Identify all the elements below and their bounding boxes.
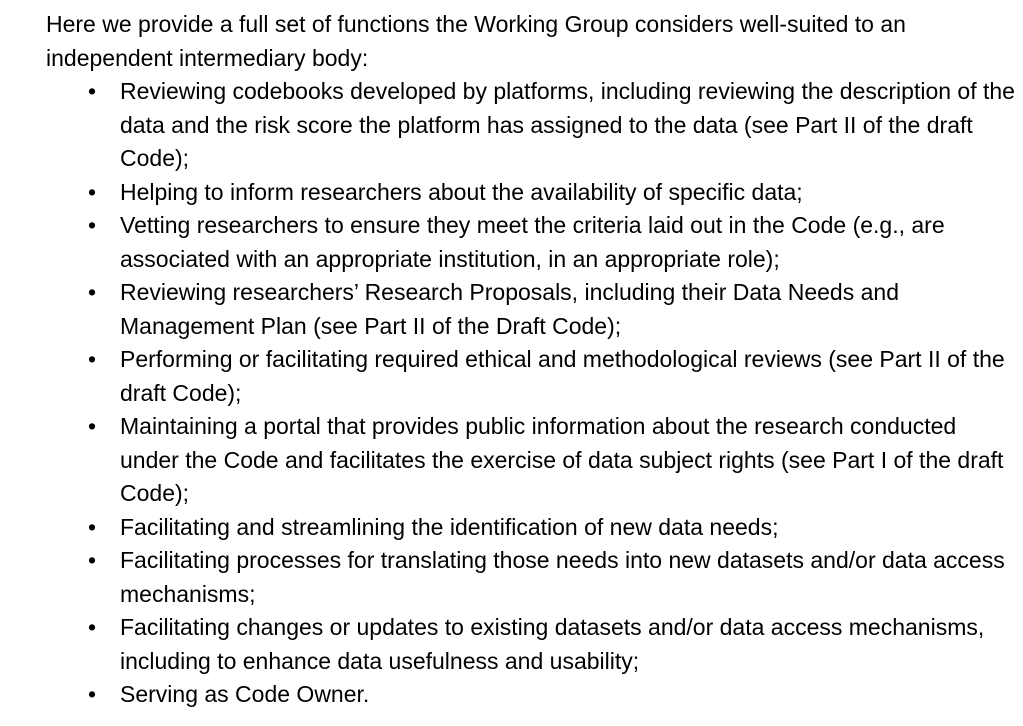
document-body (46, 8, 1016, 712)
list-item (46, 410, 1016, 511)
functions-list (46, 75, 1016, 712)
bullet-icon: • (87, 513, 97, 540)
bullet-icon: • (87, 413, 97, 439)
list-item-text: Facilitating changes or updates to existing datasets and/or data access mechanisms, including to enhance data usefulness and usability; (120, 614, 985, 674)
list-item-text: Performing or facilitating required ethical and methodological reviews (see Part II of the draft Code); (120, 346, 1005, 406)
list-item (46, 511, 1016, 545)
list-item-text: Serving as Code Owner. (120, 681, 370, 707)
bullet-icon: • (87, 78, 97, 104)
list-item (46, 75, 1016, 176)
bullet-icon: • (87, 346, 97, 372)
list-item-text: Vetting researchers to ensure they meet the criteria laid out in the Code (e.g., are associated with an appropriate institution, in an appropriate role); (120, 212, 945, 272)
list-item (46, 678, 1016, 712)
list-item-text: Reviewing researchers’ Research Proposals, including their Data Needs and Management Plan (see Part II of the Draft Code); (120, 279, 899, 339)
list-item (46, 276, 1016, 343)
list-item-text: Facilitating processes for translating those needs into new datasets and/or data access mechanisms; (120, 547, 1005, 607)
list-item (46, 611, 1016, 678)
list-item (46, 343, 1016, 410)
list-item-text: Maintaining a portal that provides public information about the research conducted under the Code and facilitates the exercise of data subject rights (see Part I of the draft Code); (120, 413, 1004, 506)
bullet-icon: • (87, 681, 97, 707)
intro-paragraph: Here we provide a full set of functions the Working Group considers well-suited to an independent intermediary body: (46, 11, 906, 71)
list-item-text: Facilitating and streamlining the identification of new data needs; (120, 513, 779, 540)
bullet-icon: • (87, 614, 97, 640)
list-item-text: Helping to inform researchers about the availability of specific data; (120, 178, 803, 205)
bullet-icon: • (87, 547, 97, 573)
list-item (46, 544, 1016, 611)
list-item-text: Reviewing codebooks developed by platforms, including reviewing the description of the data and the risk score the platform has assigned to the data (see Part II of the draft Code); (120, 78, 1015, 171)
bullet-icon: • (87, 212, 97, 238)
list-item (46, 209, 1016, 276)
bullet-icon: • (87, 279, 97, 305)
list-item (46, 176, 1016, 210)
bullet-icon: • (87, 178, 97, 205)
